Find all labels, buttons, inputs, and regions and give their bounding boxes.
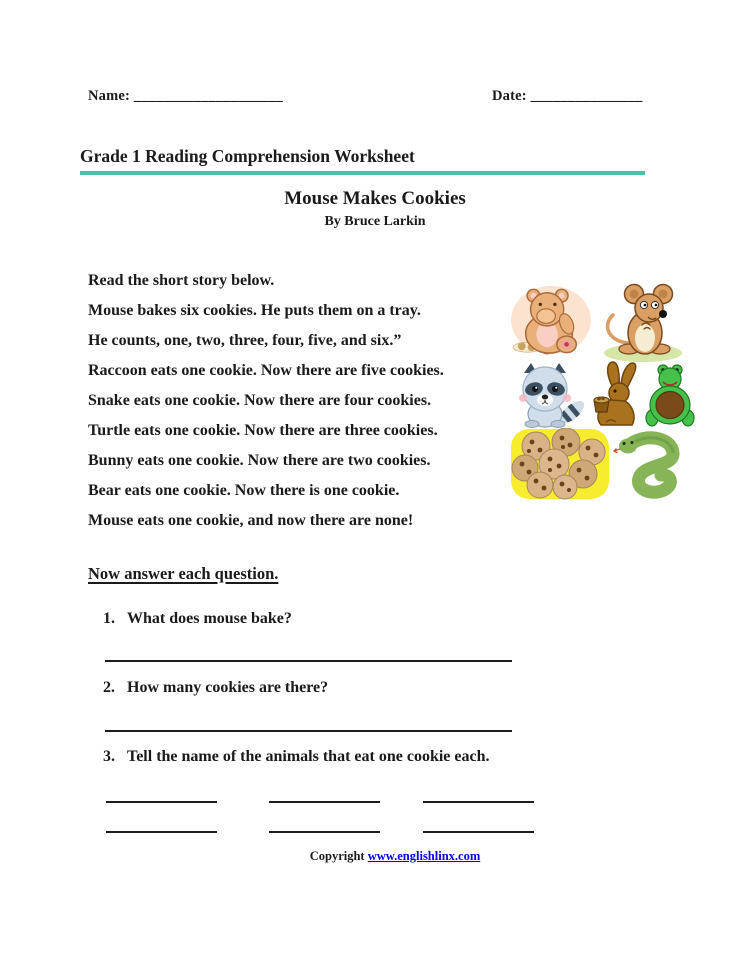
copyright-label: Copyright bbox=[309, 849, 368, 863]
bear-clipart-icon bbox=[510, 283, 592, 357]
question-2-number: 2. bbox=[103, 679, 115, 696]
mouse-clipart-icon bbox=[596, 281, 690, 363]
snake-clipart-icon bbox=[612, 430, 684, 502]
name-label: Name: bbox=[88, 88, 131, 104]
clipart-cluster bbox=[508, 281, 692, 533]
raccoon-clipart-icon bbox=[510, 362, 588, 428]
story-line: Snake eats one cookie. Now there are four cookies. bbox=[88, 392, 432, 409]
answer-blank bbox=[269, 821, 380, 833]
story-line: Mouse bakes six cookies. He puts them on a tray. bbox=[88, 302, 421, 319]
answer-line-1 bbox=[105, 650, 512, 662]
question-3-number: 3. bbox=[103, 748, 115, 765]
question-2 bbox=[103, 679, 328, 697]
answer-line-2 bbox=[105, 720, 512, 732]
questions-heading: Now answer each question. bbox=[88, 564, 279, 583]
story-line: Bear eats one cookie. Now there is one cookie. bbox=[88, 482, 400, 499]
answer-blank bbox=[106, 791, 217, 803]
section-divider bbox=[80, 171, 645, 175]
date-field bbox=[492, 88, 642, 105]
story-line: Mouse eats one cookie, and now there are none! bbox=[88, 512, 414, 529]
turtle-clipart-icon bbox=[644, 363, 696, 429]
question-1 bbox=[103, 610, 292, 628]
story-instruction: Read the short story below. bbox=[88, 272, 275, 289]
story-line: Turtle eats one cookie. Now there are three cookies. bbox=[88, 422, 438, 439]
date-blank: _______________ bbox=[530, 88, 643, 104]
story-line: He counts, one, two, three, four, five, and six.” bbox=[88, 332, 402, 349]
question-3 bbox=[103, 748, 489, 766]
date-label: Date: bbox=[492, 88, 527, 104]
name-blank: ____________________ bbox=[133, 88, 283, 104]
cookies-clipart-icon bbox=[510, 428, 610, 500]
name-field bbox=[88, 88, 283, 105]
worksheet-heading: Grade 1 Reading Comprehension Worksheet bbox=[80, 146, 415, 166]
answer-blank bbox=[423, 821, 534, 833]
story-byline: By Bruce Larkin bbox=[324, 214, 426, 229]
answer-blank bbox=[423, 791, 534, 803]
footer bbox=[20, 849, 750, 864]
story-line: Raccoon eats one cookie. Now there are five cookies. bbox=[88, 362, 444, 379]
question-3-text: Tell the name of the animals that eat one cookie each. bbox=[127, 748, 490, 765]
question-1-number: 1. bbox=[103, 610, 115, 627]
answer-blank bbox=[269, 791, 380, 803]
story-block bbox=[88, 266, 528, 536]
answer-blank bbox=[106, 821, 217, 833]
question-2-text: How many cookies are there? bbox=[127, 679, 329, 696]
question-1-text: What does mouse bake? bbox=[127, 610, 292, 627]
story-line: Bunny eats one cookie. Now there are two cookies. bbox=[88, 452, 431, 469]
bunny-clipart-icon bbox=[590, 360, 642, 428]
copyright-link[interactable]: www.englishlinx.com bbox=[367, 849, 481, 863]
story-title: Mouse Makes Cookies bbox=[284, 188, 466, 209]
